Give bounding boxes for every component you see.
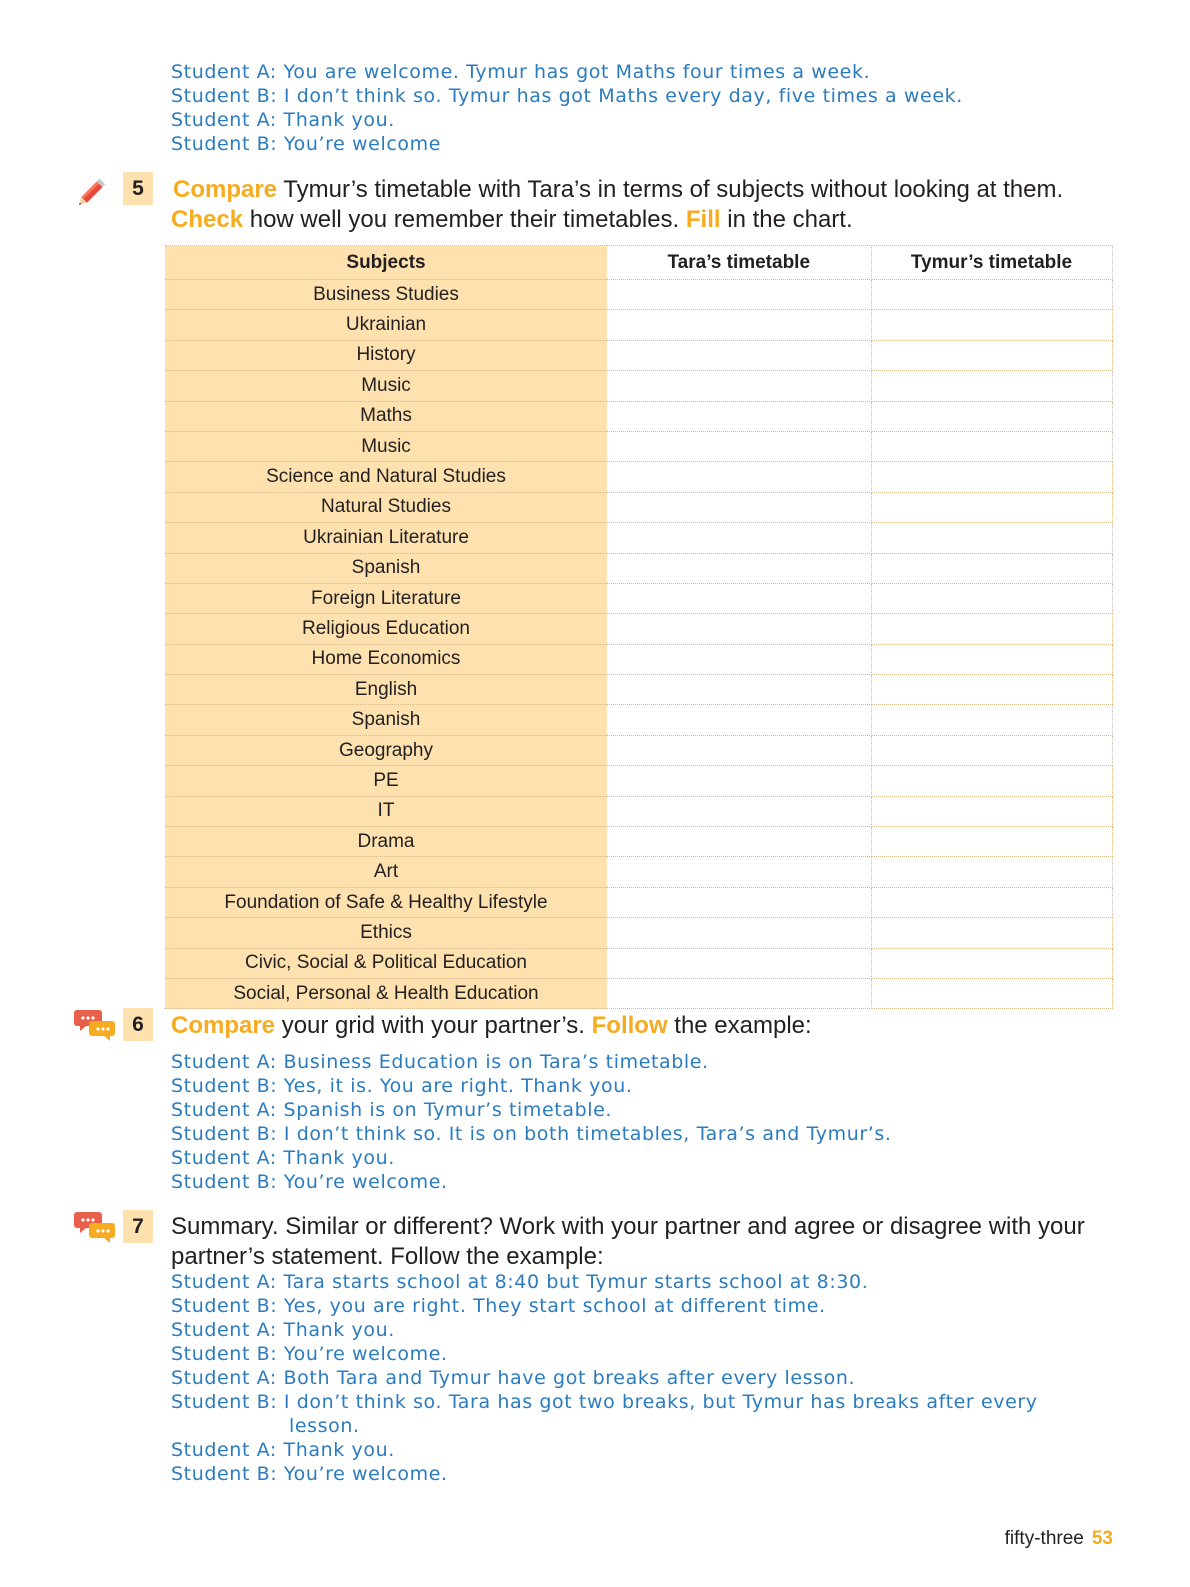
subject-cell: English	[165, 675, 607, 705]
dialogue-line: Student B: I don’t think so. It is on both timetables, Tara’s and Tymur’s.	[171, 1123, 892, 1145]
dialogue-line: Student B: I don’t think so. Tara has got two breaks, but Tymur has breaks after every	[171, 1391, 1038, 1413]
subject-cell: Civic, Social & Political Education	[165, 948, 607, 978]
tara-timetable-cell[interactable]	[607, 918, 871, 948]
dialogue-line: Student B: You’re welcome	[171, 133, 441, 155]
dialogue-line: Student B: You’re welcome.	[171, 1171, 448, 1193]
tymur-timetable-cell[interactable]	[871, 857, 1112, 887]
tymur-timetable-cell[interactable]	[871, 675, 1112, 705]
instruction-verb: Fill	[685, 206, 721, 233]
tymur-timetable-cell[interactable]	[871, 978, 1112, 1008]
tara-timetable-cell[interactable]	[607, 583, 871, 613]
dialogue-line: Student B: I don’t think so. Tymur has got Maths every day, five times a week.	[171, 85, 963, 107]
column-header: Subjects	[165, 246, 607, 280]
tymur-timetable-cell[interactable]	[871, 766, 1112, 796]
tymur-timetable-cell[interactable]	[871, 614, 1112, 644]
tymur-timetable-cell[interactable]	[871, 644, 1112, 674]
instruction-text: your grid with your partner’s.	[275, 1012, 592, 1039]
dialogue-line: Student A: Thank you.	[171, 1439, 395, 1461]
chart-row	[165, 705, 1112, 735]
chart-row	[165, 492, 1112, 522]
dialogue-line: Student A: Tara starts school at 8:40 but Tymur starts school at 8:30.	[171, 1271, 869, 1293]
subject-cell: Ethics	[165, 918, 607, 948]
column-header: Tymur’s timetable	[871, 246, 1112, 280]
tara-timetable-cell[interactable]	[607, 675, 871, 705]
subject-cell: Music	[165, 371, 607, 401]
tymur-timetable-cell[interactable]	[871, 705, 1112, 735]
chart-row	[165, 948, 1112, 978]
tymur-timetable-cell[interactable]	[871, 462, 1112, 492]
exercise-number: 7	[123, 1210, 153, 1243]
tymur-timetable-cell[interactable]	[871, 371, 1112, 401]
tymur-timetable-cell[interactable]	[871, 492, 1112, 522]
dialogue-line: Student A: Business Education is on Tara’s timetable.	[171, 1051, 709, 1073]
chart-row	[165, 553, 1112, 583]
subject-cell: Foundation of Safe & Healthy Lifestyle	[165, 887, 607, 917]
tara-timetable-cell[interactable]	[607, 857, 871, 887]
tara-timetable-cell[interactable]	[607, 796, 871, 826]
dialogue-line: Student B: Yes, you are right. They start school at different time.	[171, 1295, 826, 1317]
chart-row	[165, 796, 1112, 826]
subject-cell: Ukrainian Literature	[165, 523, 607, 553]
tara-timetable-cell[interactable]	[607, 948, 871, 978]
instruction-verb: Compare	[173, 176, 278, 203]
exercise-7-dialogue	[171, 1270, 1038, 1486]
subject-cell: Maths	[165, 401, 607, 431]
chart-row	[165, 280, 1112, 310]
dialogue-line: Student A: Thank you.	[171, 1319, 395, 1341]
subject-cell: Spanish	[165, 705, 607, 735]
tara-timetable-cell[interactable]	[607, 766, 871, 796]
chart-row	[165, 827, 1112, 857]
subject-cell: Natural Studies	[165, 492, 607, 522]
subject-cell: Ukrainian	[165, 310, 607, 340]
tara-timetable-cell[interactable]	[607, 978, 871, 1008]
tara-timetable-cell[interactable]	[607, 462, 871, 492]
subject-cell: IT	[165, 796, 607, 826]
tara-timetable-cell[interactable]	[607, 523, 871, 553]
tara-timetable-cell[interactable]	[607, 431, 871, 461]
tymur-timetable-cell[interactable]	[871, 553, 1112, 583]
instruction-verb: Compare	[171, 1012, 276, 1039]
top-dialogue	[171, 60, 963, 156]
tara-timetable-cell[interactable]	[607, 492, 871, 522]
pencil-icon	[76, 172, 112, 208]
tara-timetable-cell[interactable]	[607, 310, 871, 340]
timetable-comparison-chart	[165, 245, 1113, 1009]
tymur-timetable-cell[interactable]	[871, 340, 1112, 370]
subject-cell: Art	[165, 857, 607, 887]
tymur-timetable-cell[interactable]	[871, 401, 1112, 431]
instruction-text: in the chart.	[720, 206, 853, 233]
exercise-number: 6	[123, 1008, 153, 1041]
dialogue-line: Student A: Thank you.	[171, 1147, 395, 1169]
exercise-5-instruction	[171, 175, 1131, 235]
tara-timetable-cell[interactable]	[607, 340, 871, 370]
tymur-timetable-cell[interactable]	[871, 887, 1112, 917]
chart-row	[165, 735, 1112, 765]
chart-row	[165, 431, 1112, 461]
tara-timetable-cell[interactable]	[607, 705, 871, 735]
exercise-6-instruction	[171, 1011, 1131, 1041]
subject-cell: Drama	[165, 827, 607, 857]
dialogue-line: Student A: Both Tara and Tymur have got breaks after every lesson.	[171, 1367, 856, 1389]
chart-row	[165, 310, 1112, 340]
chart-row	[165, 401, 1112, 431]
subject-cell: Science and Natural Studies	[165, 462, 607, 492]
tymur-timetable-cell[interactable]	[871, 735, 1112, 765]
dialogue-line: Student B: Yes, it is. You are right. Thank you.	[171, 1075, 633, 1097]
tymur-timetable-cell[interactable]	[871, 523, 1112, 553]
subject-cell: Geography	[165, 735, 607, 765]
subject-cell: PE	[165, 766, 607, 796]
chart-row	[165, 523, 1112, 553]
tymur-timetable-cell[interactable]	[871, 918, 1112, 948]
speech-bubbles-icon	[74, 1208, 118, 1246]
tymur-timetable-cell[interactable]	[871, 796, 1112, 826]
instruction-text: the example:	[667, 1012, 812, 1039]
page-footer	[1005, 1528, 1113, 1550]
tara-timetable-cell[interactable]	[607, 280, 871, 310]
instruction-text: Tymur’s timetable with Tara’s in terms of subjects without looking at them.	[277, 176, 1064, 203]
tara-timetable-cell[interactable]	[607, 553, 871, 583]
chart-row	[165, 614, 1112, 644]
chart-row	[165, 675, 1112, 705]
tara-timetable-cell[interactable]	[607, 614, 871, 644]
chart-row	[165, 766, 1112, 796]
exercise-7-instruction: Summary. Similar or different? Work with your partner and agree or disagree with your partner’s statement. Follow the example:	[171, 1213, 1085, 1270]
subject-cell: Business Studies	[165, 280, 607, 310]
dialogue-line: lesson.	[289, 1415, 360, 1437]
chart-row	[165, 978, 1112, 1008]
chart-row	[165, 340, 1112, 370]
chart-row	[165, 644, 1112, 674]
instruction-text: how well you remember their timetables.	[243, 206, 686, 233]
subject-cell: History	[165, 340, 607, 370]
tara-timetable-cell[interactable]	[607, 644, 871, 674]
chart-header-row	[165, 246, 1112, 280]
tara-timetable-cell[interactable]	[607, 401, 871, 431]
dialogue-line: Student A: You are welcome. Tymur has got Maths four times a week.	[171, 61, 871, 83]
dialogue-line: Student B: You’re welcome.	[171, 1463, 448, 1485]
chart-row	[165, 462, 1112, 492]
subject-cell: Music	[165, 431, 607, 461]
page-number: 53	[1091, 1528, 1113, 1549]
exercise-number: 5	[123, 172, 153, 205]
chart-row	[165, 857, 1112, 887]
tara-timetable-cell[interactable]	[607, 371, 871, 401]
column-header: Tara’s timetable	[607, 246, 871, 280]
tymur-timetable-cell[interactable]	[871, 948, 1112, 978]
subject-cell: Social, Personal & Health Education	[165, 978, 607, 1008]
page-number-words: fifty-three	[1004, 1528, 1084, 1549]
exercise-6-dialogue	[171, 1050, 892, 1194]
dialogue-line: Student A: Spanish is on Tymur’s timetable.	[171, 1099, 613, 1121]
chart-row	[165, 371, 1112, 401]
chart-row	[165, 583, 1112, 613]
chart-row	[165, 887, 1112, 917]
subject-cell: Home Economics	[165, 644, 607, 674]
instruction-verb: Check	[171, 206, 244, 233]
speech-bubbles-icon	[74, 1006, 118, 1044]
subject-cell: Spanish	[165, 553, 607, 583]
tara-timetable-cell[interactable]	[607, 887, 871, 917]
dialogue-line: Student A: Thank you.	[171, 109, 395, 131]
dialogue-line: Student B: You’re welcome.	[171, 1343, 448, 1365]
chart-row	[165, 918, 1112, 948]
tara-timetable-cell[interactable]	[607, 735, 871, 765]
instruction-verb: Follow	[591, 1012, 668, 1039]
tymur-timetable-cell[interactable]	[871, 827, 1112, 857]
tymur-timetable-cell[interactable]	[871, 310, 1112, 340]
subject-cell: Religious Education	[165, 614, 607, 644]
subject-cell: Foreign Literature	[165, 583, 607, 613]
tymur-timetable-cell[interactable]	[871, 431, 1112, 461]
tymur-timetable-cell[interactable]	[871, 583, 1112, 613]
tara-timetable-cell[interactable]	[607, 827, 871, 857]
tymur-timetable-cell[interactable]	[871, 280, 1112, 310]
